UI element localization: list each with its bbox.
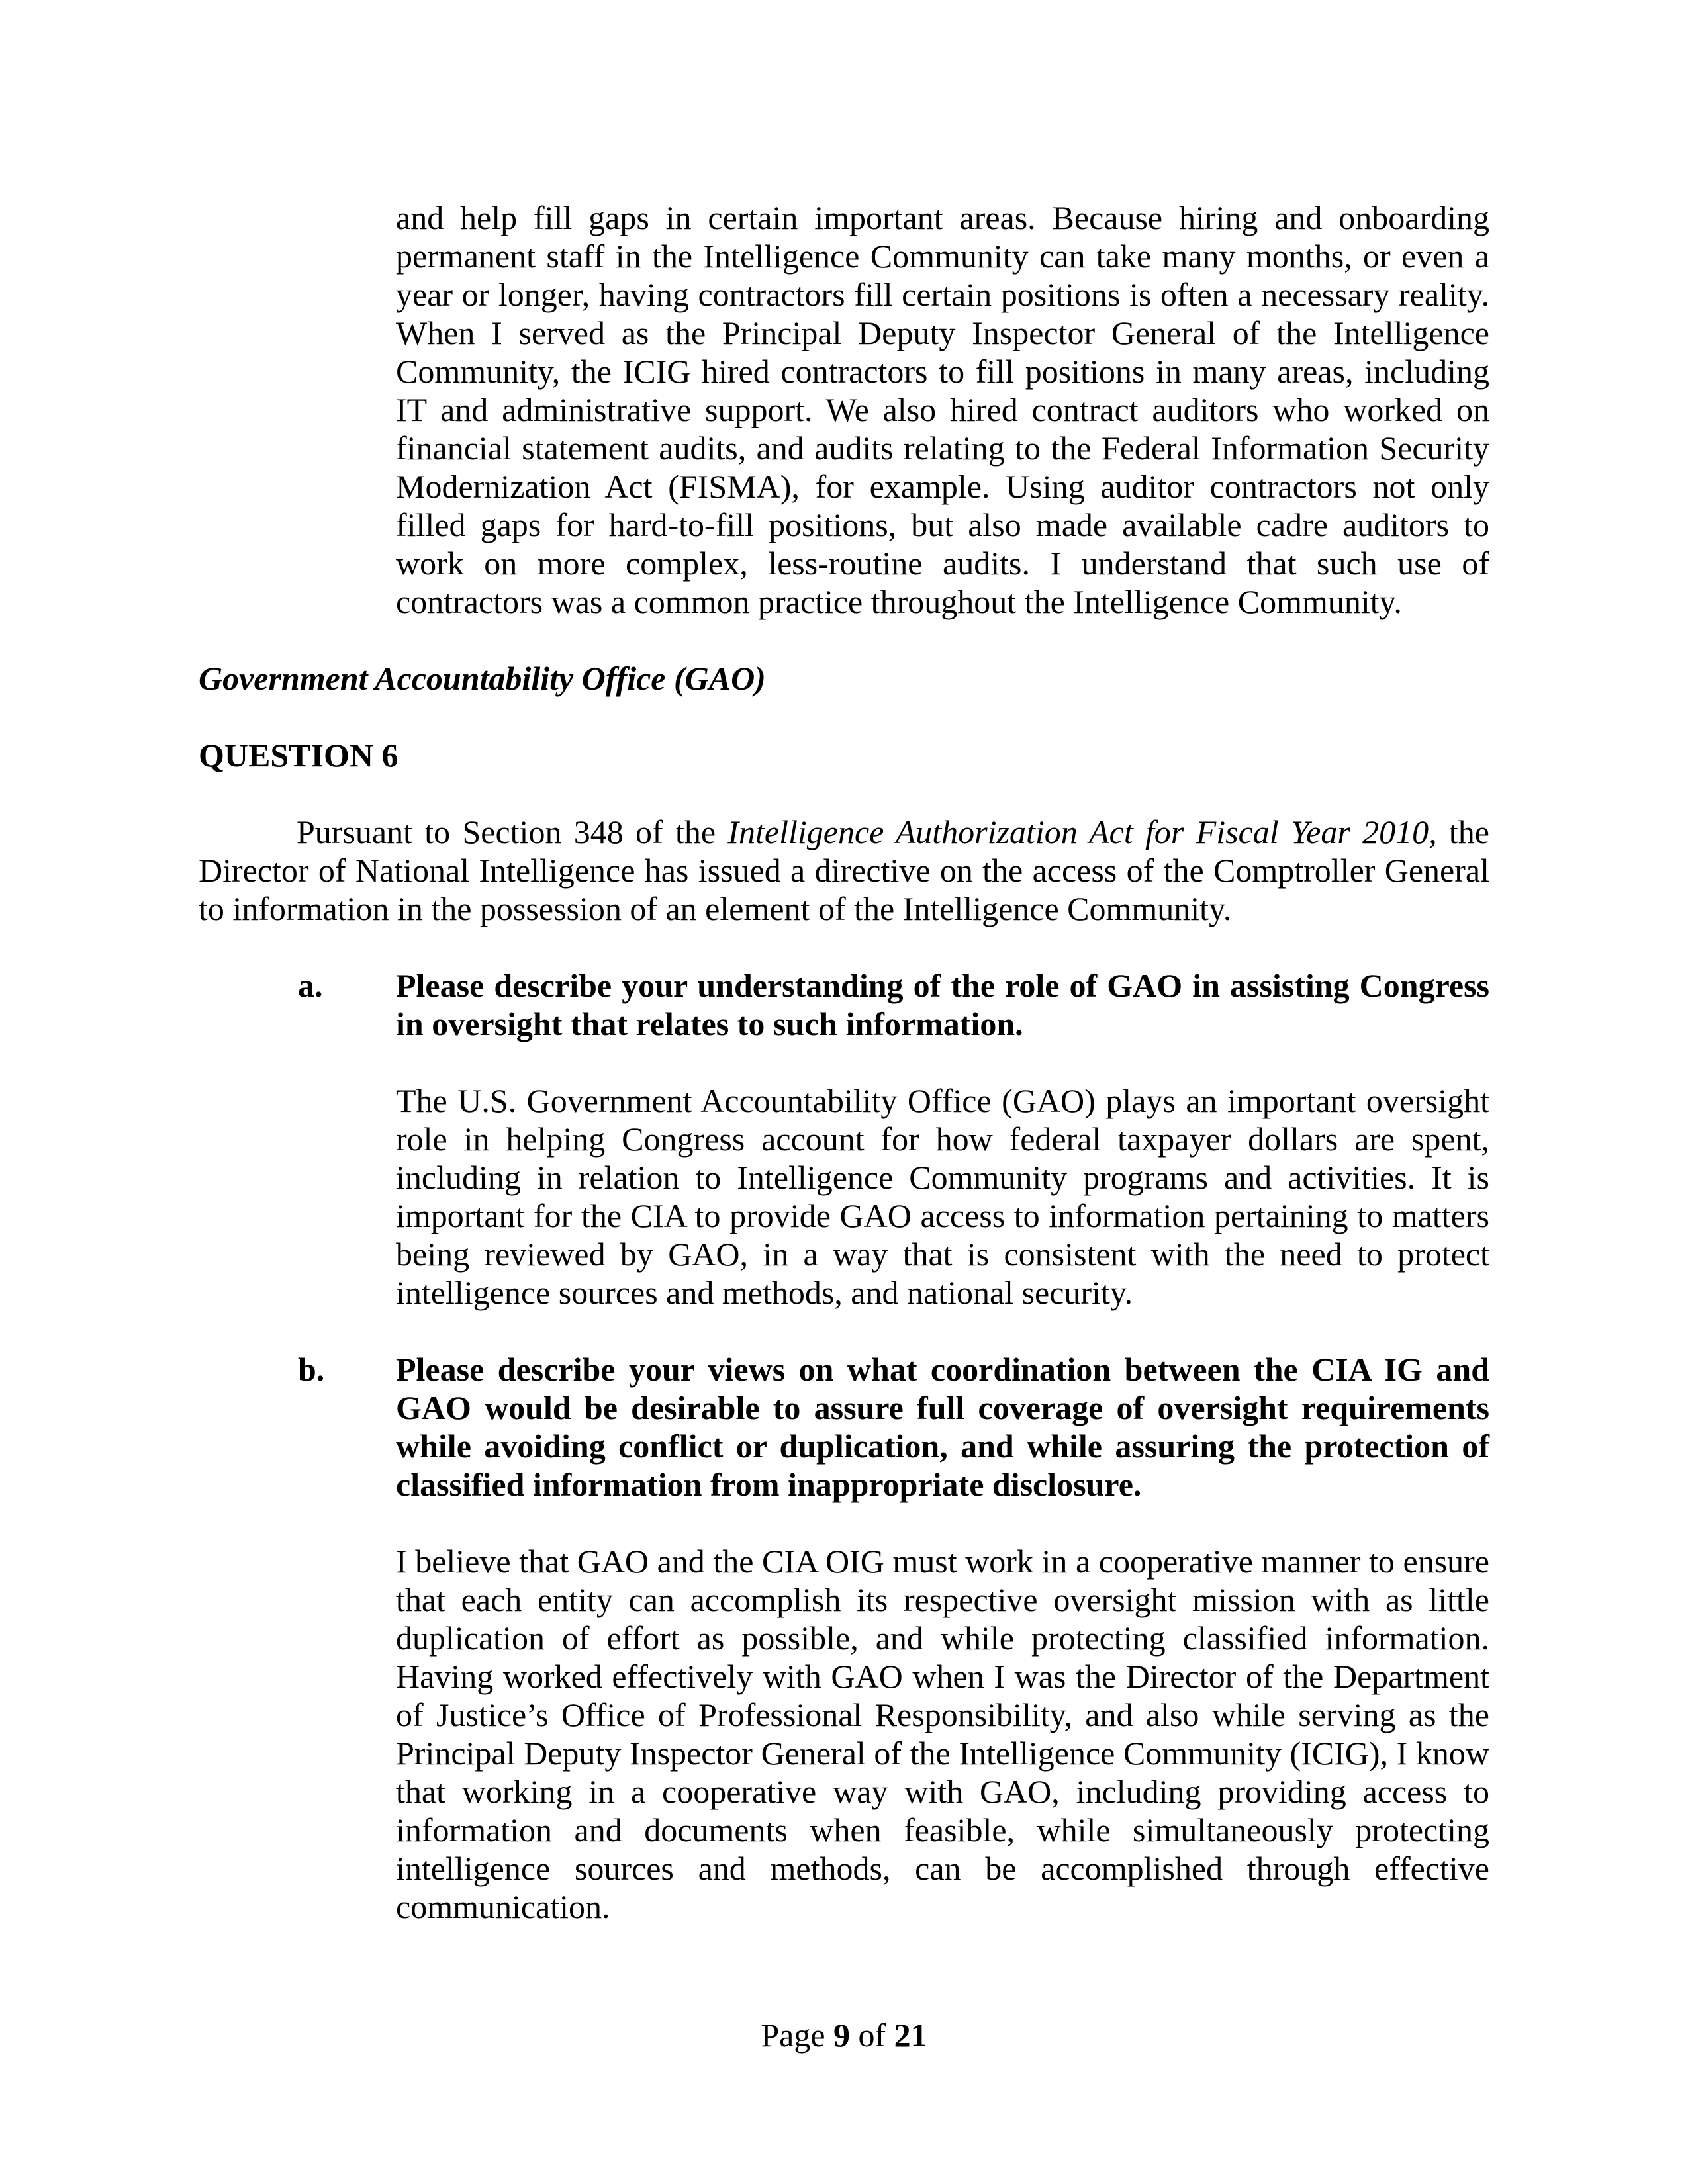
item-a-answer: The U.S. Government Accountability Office (GAO) plays an important oversight role in helping Congress account for how federal taxpayer dollars are spent, including in relation to Intelligence Community programs and activities. It is important for the CIA to provide GAO access to information pertaining to matters being reviewed by GAO, in a way that is consistent with the need to protect intelligence sources and methods, and national security.: [396, 1082, 1489, 1311]
item-a-question: Please describe your understanding of the role of GAO in assisting Congress in oversight that relates to such information.: [396, 967, 1489, 1042]
document-content: [199, 199, 1489, 1964]
section-heading-gao: Government Accountability Office (GAO): [199, 660, 766, 697]
question-item-b: [298, 1350, 1489, 1504]
intro-text-regular-2: the Director of National Intelligence has issued a directive on the access of the Comptroller General to information in the possession of an element of the Intelligence Community.: [199, 813, 1489, 927]
page-footer: [0, 2016, 1688, 2054]
item-b-answer: I believe that GAO and the CIA OIG must work in a cooperative manner to ensure that each entity can accomplish its respective oversight mission with as little duplication of effort as possible, and while protecting classified information. Having worked effectively with GAO when I was the Director of the Department of Justice’s Office of Professional Responsibility, and also while serving as the Principal Deputy Inspector General of the Intelligence Community (ICIG), I know that working in a cooperative way with GAO, including providing access to information and documents when feasible, while simultaneously protecting intelligence sources and methods, can be accomplished through effective communication.: [396, 1543, 1489, 1925]
question-6-intro-paragraph: [199, 813, 1489, 928]
intro-text-regular: Pursuant to Section 348 of the: [297, 813, 728, 850]
footer-page-label: Page: [761, 2017, 825, 2054]
continuation-paragraph: and help fill gaps in certain important areas. Because hiring and onboarding permanent staff in the Intelligence Community can take many months, or even a year or longer, having contractors fill certain positions is often a necessary reality. When I served as the Principal Deputy Inspector General of the Intelligence Community, the ICIG hired contractors to fill positions in many areas, including IT and administrative support. We also hired contract auditors who worked on financial statement audits, and audits relating to the Federal Information Security Modernization Act (FISMA), for example. Using auditor contractors not only filled gaps for hard-to-fill positions, but also made available cadre auditors to work on more complex, less-routine audits. I understand that such use of contractors was a common practice throughout the Intelligence Community.: [396, 199, 1489, 620]
footer-total-pages: 21: [894, 2017, 927, 2054]
item-a-label: a.: [298, 967, 323, 1004]
intro-act-title-italic: Intelligence Authorization Act for Fiscal Year 2010,: [727, 813, 1437, 850]
footer-of-label: of: [858, 2017, 886, 2054]
footer-page-number: 9: [833, 2017, 851, 2054]
item-b-label: b.: [298, 1351, 325, 1388]
question-6-heading: QUESTION 6: [199, 737, 399, 774]
question-item-a: [298, 966, 1489, 1043]
item-b-question: Please describe your views on what coordination between the CIA IG and GAO would be desirable to assure full coverage of oversight requirements while avoiding conflict or duplication, and while assuring the protection of classified information from inappropriate disclosure.: [396, 1351, 1489, 1503]
